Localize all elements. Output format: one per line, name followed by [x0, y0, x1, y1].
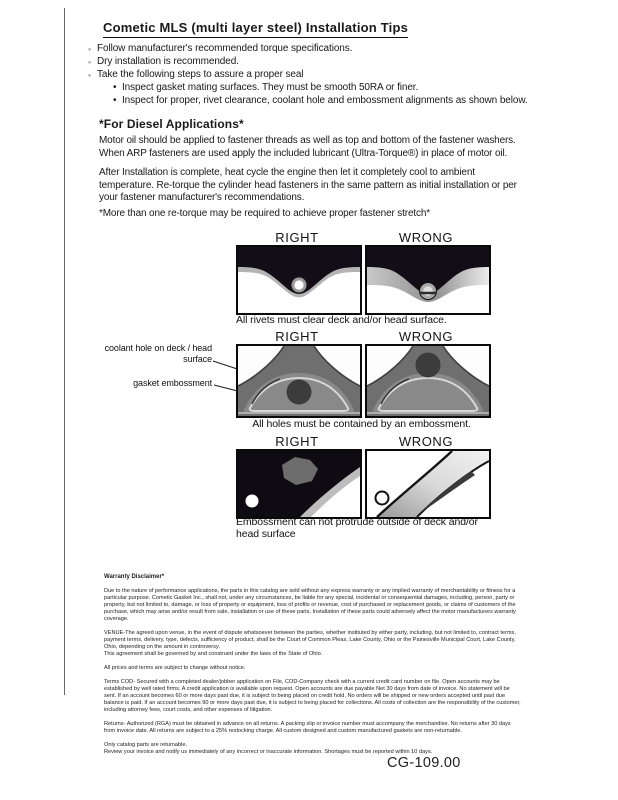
gasket-embossment-callout: gasket embossment: [133, 378, 212, 388]
coolant-hole-wrong-diagram: [365, 344, 491, 418]
installation-tips-list: [88, 43, 558, 108]
legal-paragraph: Only catalog parts are returnable.: [104, 742, 188, 748]
list-item: [88, 56, 558, 69]
legal-paragraph: VENUE-The agreed upon venue, in the event of dispute whatsoever between the parties, whether instituted by either party, including, but not limited to, contract terms, payment terms, delivery, type, defects, sufficiency of product, shall be the Court of Common Pleas, Lake County, Ohio or the Painesville Municipal Court, Lake County, Ohio, depending on the amount in controversy.: [104, 630, 516, 650]
embossment-wrong-illustration: [367, 451, 489, 517]
legal-paragraph: Terms COD- Secured with a completed dealer/jobber application on File, COD-Company check with a current credit card number on file. Open accounts may be established by well rated firms. A credit application is available upon request. Open accounts are due payable Net 30 days from date of invoice. No statement will be sent. If an account becomes 60 or more days past due, it is subject to being placed on credit hold. No orders will be shipped or new orders accepted until past due balance is paid. If an account becomes 90 or more days past due, it is subject to being placed for collections. All costs of collection are the responsibility of the customer, including attorney fees, court costs, and other expenses of litigation.: [104, 679, 521, 713]
right-label: RIGHT: [275, 230, 319, 245]
page-title: Cometic MLS (multi layer steel) Installation Tips: [103, 20, 408, 38]
diesel-paragraph-2: After Installation is complete, heat cycle the engine then let it completely cool to ambient temperature. Re-torque the cylinder head fasteners in the same pattern as initial installation or per your fastener manufacturer's recommendations.: [99, 167, 517, 204]
legal-heading: Warranty Disclaimer*: [104, 574, 165, 580]
page-code: CG-109.00: [387, 755, 461, 771]
list-item: [113, 82, 558, 95]
embossment-right-diagram: [236, 449, 362, 519]
wrong-label: WRONG: [398, 329, 454, 344]
coolant-hole-right-illustration: [238, 346, 360, 416]
embossment-wrong-diagram: [365, 449, 491, 519]
bullet-icon: •: [113, 81, 117, 93]
wrong-label: WRONG: [398, 434, 454, 449]
list-item: [88, 69, 558, 82]
legal-paragraph: All prices and terms are subject to change without notice.: [104, 665, 246, 671]
rivets-caption: All rivets must clear deck and/or head surface.: [236, 314, 447, 326]
tip-text: Inspect gasket mating surfaces. They must be smooth 50RA or finer.: [122, 81, 419, 93]
retorque-note: *More than one re-torque may be required to achieve proper fastener stretch*: [99, 208, 431, 219]
rivet-clearance-right-illustration: [238, 247, 360, 313]
list-item: [88, 43, 558, 56]
tip-text: Inspect for proper, rivet clearance, coolant hole and embossment alignments as shown below.: [122, 94, 528, 106]
coolant-hole-right-diagram: [236, 344, 362, 418]
embossment-caption: Embossment can not protrude outside of deck and/or head surface: [236, 516, 478, 540]
diesel-paragraph-1: Motor oil should be applied to fastener threads as well as top and bottom of the fastener washers. When ARP fasteners are used apply the included lubricant (Ultra-Torque®) in place of motor oil.: [99, 135, 516, 159]
legal-paragraph: This agreement shall be governed by and construed under the laws of the State of Ohio.: [104, 651, 323, 657]
rivet-right-diagram: [236, 245, 362, 315]
warranty-disclaimer-block: [104, 574, 521, 763]
left-margin-rule: [64, 8, 65, 695]
right-label: RIGHT: [275, 434, 319, 449]
tip-text: Dry installation is recommended.: [97, 55, 239, 67]
list-item: [113, 95, 558, 108]
right-label: RIGHT: [275, 329, 319, 344]
rivet-clearance-wrong-illustration: [367, 247, 489, 313]
legal-paragraph: Due to the nature of performance applications, the parts in this catalog are sold without any express warranty or any implied warranty of merchantability or fitness for a particular purpose. Cometic Gasket Inc., shall not, under any circumstances, be liable for any special, incidental or consequential damages, including, person, party or property, but not limited to, damage, or loss of property or equipment, loss of profits or revenue, cost of purchased or replacement goods, or claims of customers of the purchase, which may arise and/or result from sale, installation or use of these parts. Installation of these parts could adversely affect the motor manufacturers warranty coverage.: [104, 588, 516, 622]
open-bullet-icon: ◦: [88, 44, 92, 54]
diesel-heading: *For Diesel Applications*: [99, 117, 244, 131]
coolant-hole-wrong-illustration: [367, 346, 489, 416]
wrong-label: WRONG: [398, 230, 454, 245]
holes-caption: All holes must be contained by an embossment.: [252, 418, 471, 430]
rivet-wrong-diagram: [365, 245, 491, 315]
open-bullet-icon: ◦: [88, 69, 92, 80]
tip-text: Take the following steps to assure a proper seal: [97, 68, 304, 80]
open-bullet-icon: ◦: [88, 56, 92, 67]
tip-text: Follow manufacturer's recommended torque specifications.: [97, 43, 353, 54]
legal-paragraph: Returns- Authorized (RGA) must be obtained in advance on all returns. A packing slip or invoice number must accompany the merchandise. No returns after 30 days from invoice date. All returns are subject to a 25% restocking charge. All custom designed and custom manufactured gaskets are non-returnable.: [104, 721, 511, 734]
embossment-right-illustration: [238, 451, 360, 517]
legal-paragraph: Review your invoice and notify us immediately of any incorrect or inaccurate information. Shortages must be reported within 10 days.: [104, 749, 433, 755]
bullet-icon: •: [113, 94, 117, 106]
coolant-hole-callout: coolant hole on deck / head surface: [104, 343, 212, 364]
